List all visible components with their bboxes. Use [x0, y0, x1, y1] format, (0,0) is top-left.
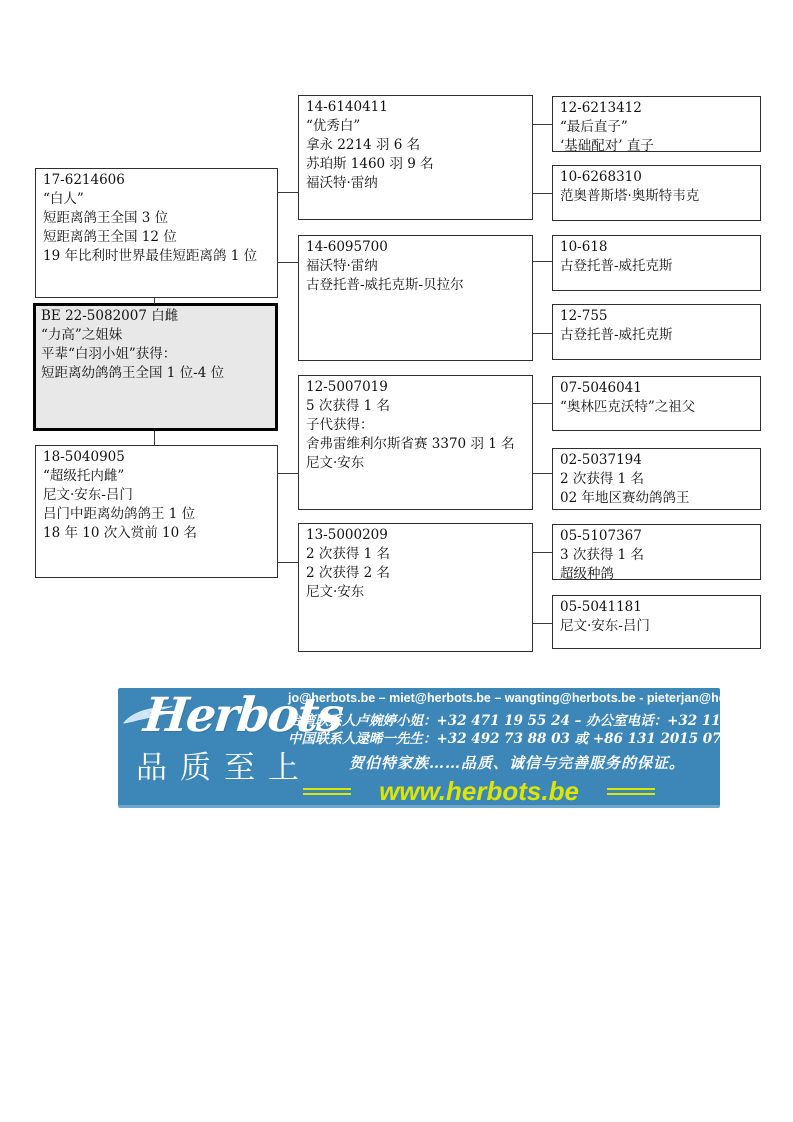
- box-text-line: “超级托内雌”: [43, 468, 125, 484]
- pedigree-box-paternal-grandmother: [298, 235, 533, 361]
- box-text-line: 14-6140411: [306, 99, 388, 115]
- connector-line: [533, 193, 552, 194]
- box-text-line: 18 年 10 次入赏前 10 名: [43, 525, 197, 541]
- herbots-logo: Herbots: [141, 688, 345, 743]
- banner-contact-china: 中国联系人逯晞一先生：+32 492 73 88 03 或 +86 131 2015 0755: [288, 731, 741, 747]
- box-text-line: 17-6214606: [43, 172, 125, 188]
- pedigree-box-mother: [35, 445, 278, 578]
- box-text-line: 福沃特·雷纳: [306, 258, 378, 274]
- box-text-line: 短距离幼鸽鸽王全国 1 位-4 位: [41, 365, 225, 381]
- connector-line: [533, 403, 552, 404]
- pedigree-box-ggp8: [552, 595, 761, 649]
- box-text-line: 13-5000209: [306, 527, 388, 543]
- banner-website-row: [248, 776, 710, 807]
- box-text-line: “奥林匹克沃特”之祖父: [560, 399, 696, 415]
- box-text-line: 05-5107367: [560, 528, 642, 544]
- box-text-line: 苏珀斯 1460 羽 9 名: [306, 156, 434, 172]
- box-text-line: “优秀白”: [306, 118, 361, 134]
- box-text-line: 2 次获得 1 名: [306, 546, 391, 562]
- pedigree-box-paternal-grandfather: [298, 95, 533, 220]
- box-text-line: 07-5046041: [560, 380, 642, 396]
- pedigree-box-ggp3: [552, 235, 761, 291]
- herbots-banner: [118, 688, 792, 808]
- box-text-line: 尼文·安东: [306, 455, 365, 471]
- box-text-line: 尼文·安东-吕门: [560, 618, 650, 634]
- connector-line: [278, 192, 298, 193]
- banner-contact-taiwan: 台湾联系人卢婉婷小姐：+32 471 19 55 24 – 办公室电话：+32 11 78 91 90: [288, 713, 792, 729]
- box-text-line: 5 次获得 1 名: [306, 398, 391, 414]
- connector-line: [533, 124, 552, 125]
- box-text-line: “力高”之姐妹: [41, 327, 123, 343]
- box-text-line: ‘基础配对’ 直子: [560, 138, 654, 152]
- box-text-line: 02 年地区赛幼鸽鸽王: [560, 490, 690, 506]
- banner-tagline: 贺伯特家族……品质、诚信与完善服务的保证。: [348, 754, 685, 772]
- box-text-line: 2 次获得 1 名: [560, 471, 645, 487]
- box-text-line: 3 次获得 1 名: [560, 547, 645, 563]
- pedigree-box-ggp1: [552, 96, 761, 152]
- box-text-line: 尼文·安东-吕门: [43, 487, 133, 503]
- pedigree-box-subject: [33, 303, 278, 431]
- connector-line: [154, 298, 155, 304]
- double-line-decoration: [607, 788, 655, 795]
- connector-line: [533, 333, 552, 334]
- box-text-line: “最后直子”: [560, 119, 628, 135]
- box-text-line: 古登托普-威托克斯-贝拉尔: [306, 277, 464, 293]
- box-text-line: 12-6213412: [560, 100, 642, 116]
- box-text-line: “白人”: [43, 191, 84, 207]
- pedigree-box-ggp6: [552, 448, 761, 510]
- connector-line: [533, 552, 552, 553]
- box-text-line: 古登托普-威托克斯: [560, 327, 673, 343]
- box-text-line: 子代获得：: [306, 417, 374, 433]
- box-text-line: 02-5037194: [560, 452, 642, 468]
- box-text-line: BE 22-5082007 白雌: [41, 308, 179, 324]
- box-text-line: 12-5007019: [306, 379, 388, 395]
- connector-line: [533, 261, 552, 262]
- banner-emails-link[interactable]: jo@herbots.be – miet@herbots.be – wangting@herbots.be - pieterjan@herbots.be: [288, 691, 776, 705]
- box-text-line: 10-618: [560, 239, 608, 255]
- box-text-line: 尼文·安东: [306, 584, 365, 600]
- connector-line: [278, 473, 298, 474]
- box-text-line: 12-755: [560, 308, 608, 324]
- box-text-line: 05-5041181: [560, 599, 642, 615]
- box-text-line: 2 次获得 2 名: [306, 565, 391, 581]
- box-text-line: 舍弗雷维利尔斯省赛 3370 羽 1 名: [306, 436, 515, 452]
- box-text-line: 福沃特·雷纳: [306, 175, 378, 191]
- banner-website-link[interactable]: www.herbots.be: [379, 776, 579, 806]
- box-text-line: 14-6095700: [306, 239, 388, 255]
- double-line-decoration: [303, 788, 351, 795]
- pedigree-box-ggp4: [552, 304, 761, 360]
- banner-slogan: 品质至上: [136, 750, 312, 786]
- box-text-line: 10-6268310: [560, 169, 642, 185]
- box-text-line: 短距离鸽王全国 12 位: [43, 229, 177, 245]
- connector-line: [154, 431, 155, 445]
- box-text-line: 吕门中距离幼鸽鸽王 1 位: [43, 506, 196, 522]
- box-text-line: 范奥普斯塔·奥斯特韦克: [560, 188, 700, 204]
- box-text-line: 18-5040905: [43, 449, 125, 465]
- box-text-line: 19 年比利时世界最佳短距离鸽 1 位: [43, 248, 258, 264]
- pedigree-box-ggp5: [552, 376, 761, 431]
- connector-line: [533, 473, 552, 474]
- connector-line: [533, 623, 552, 624]
- pedigree-box-ggp2: [552, 165, 761, 221]
- pedigree-box-ggp7: [552, 524, 761, 580]
- box-text-line: 平辈“白羽小姐”获得：: [41, 346, 177, 362]
- box-text-line: 短距离鸽王全国 3 位: [43, 210, 169, 226]
- pedigree-box-maternal-grandfather: [298, 375, 533, 510]
- box-text-line: 超级种鸽: [560, 566, 614, 580]
- pedigree-box-father: [35, 168, 278, 298]
- box-text-line: 拿永 2214 羽 6 名: [306, 137, 421, 153]
- connector-line: [278, 562, 298, 563]
- pedigree-box-maternal-grandmother: [298, 523, 533, 652]
- connector-line: [278, 262, 298, 263]
- box-text-line: 古登托普-威托克斯: [560, 258, 673, 274]
